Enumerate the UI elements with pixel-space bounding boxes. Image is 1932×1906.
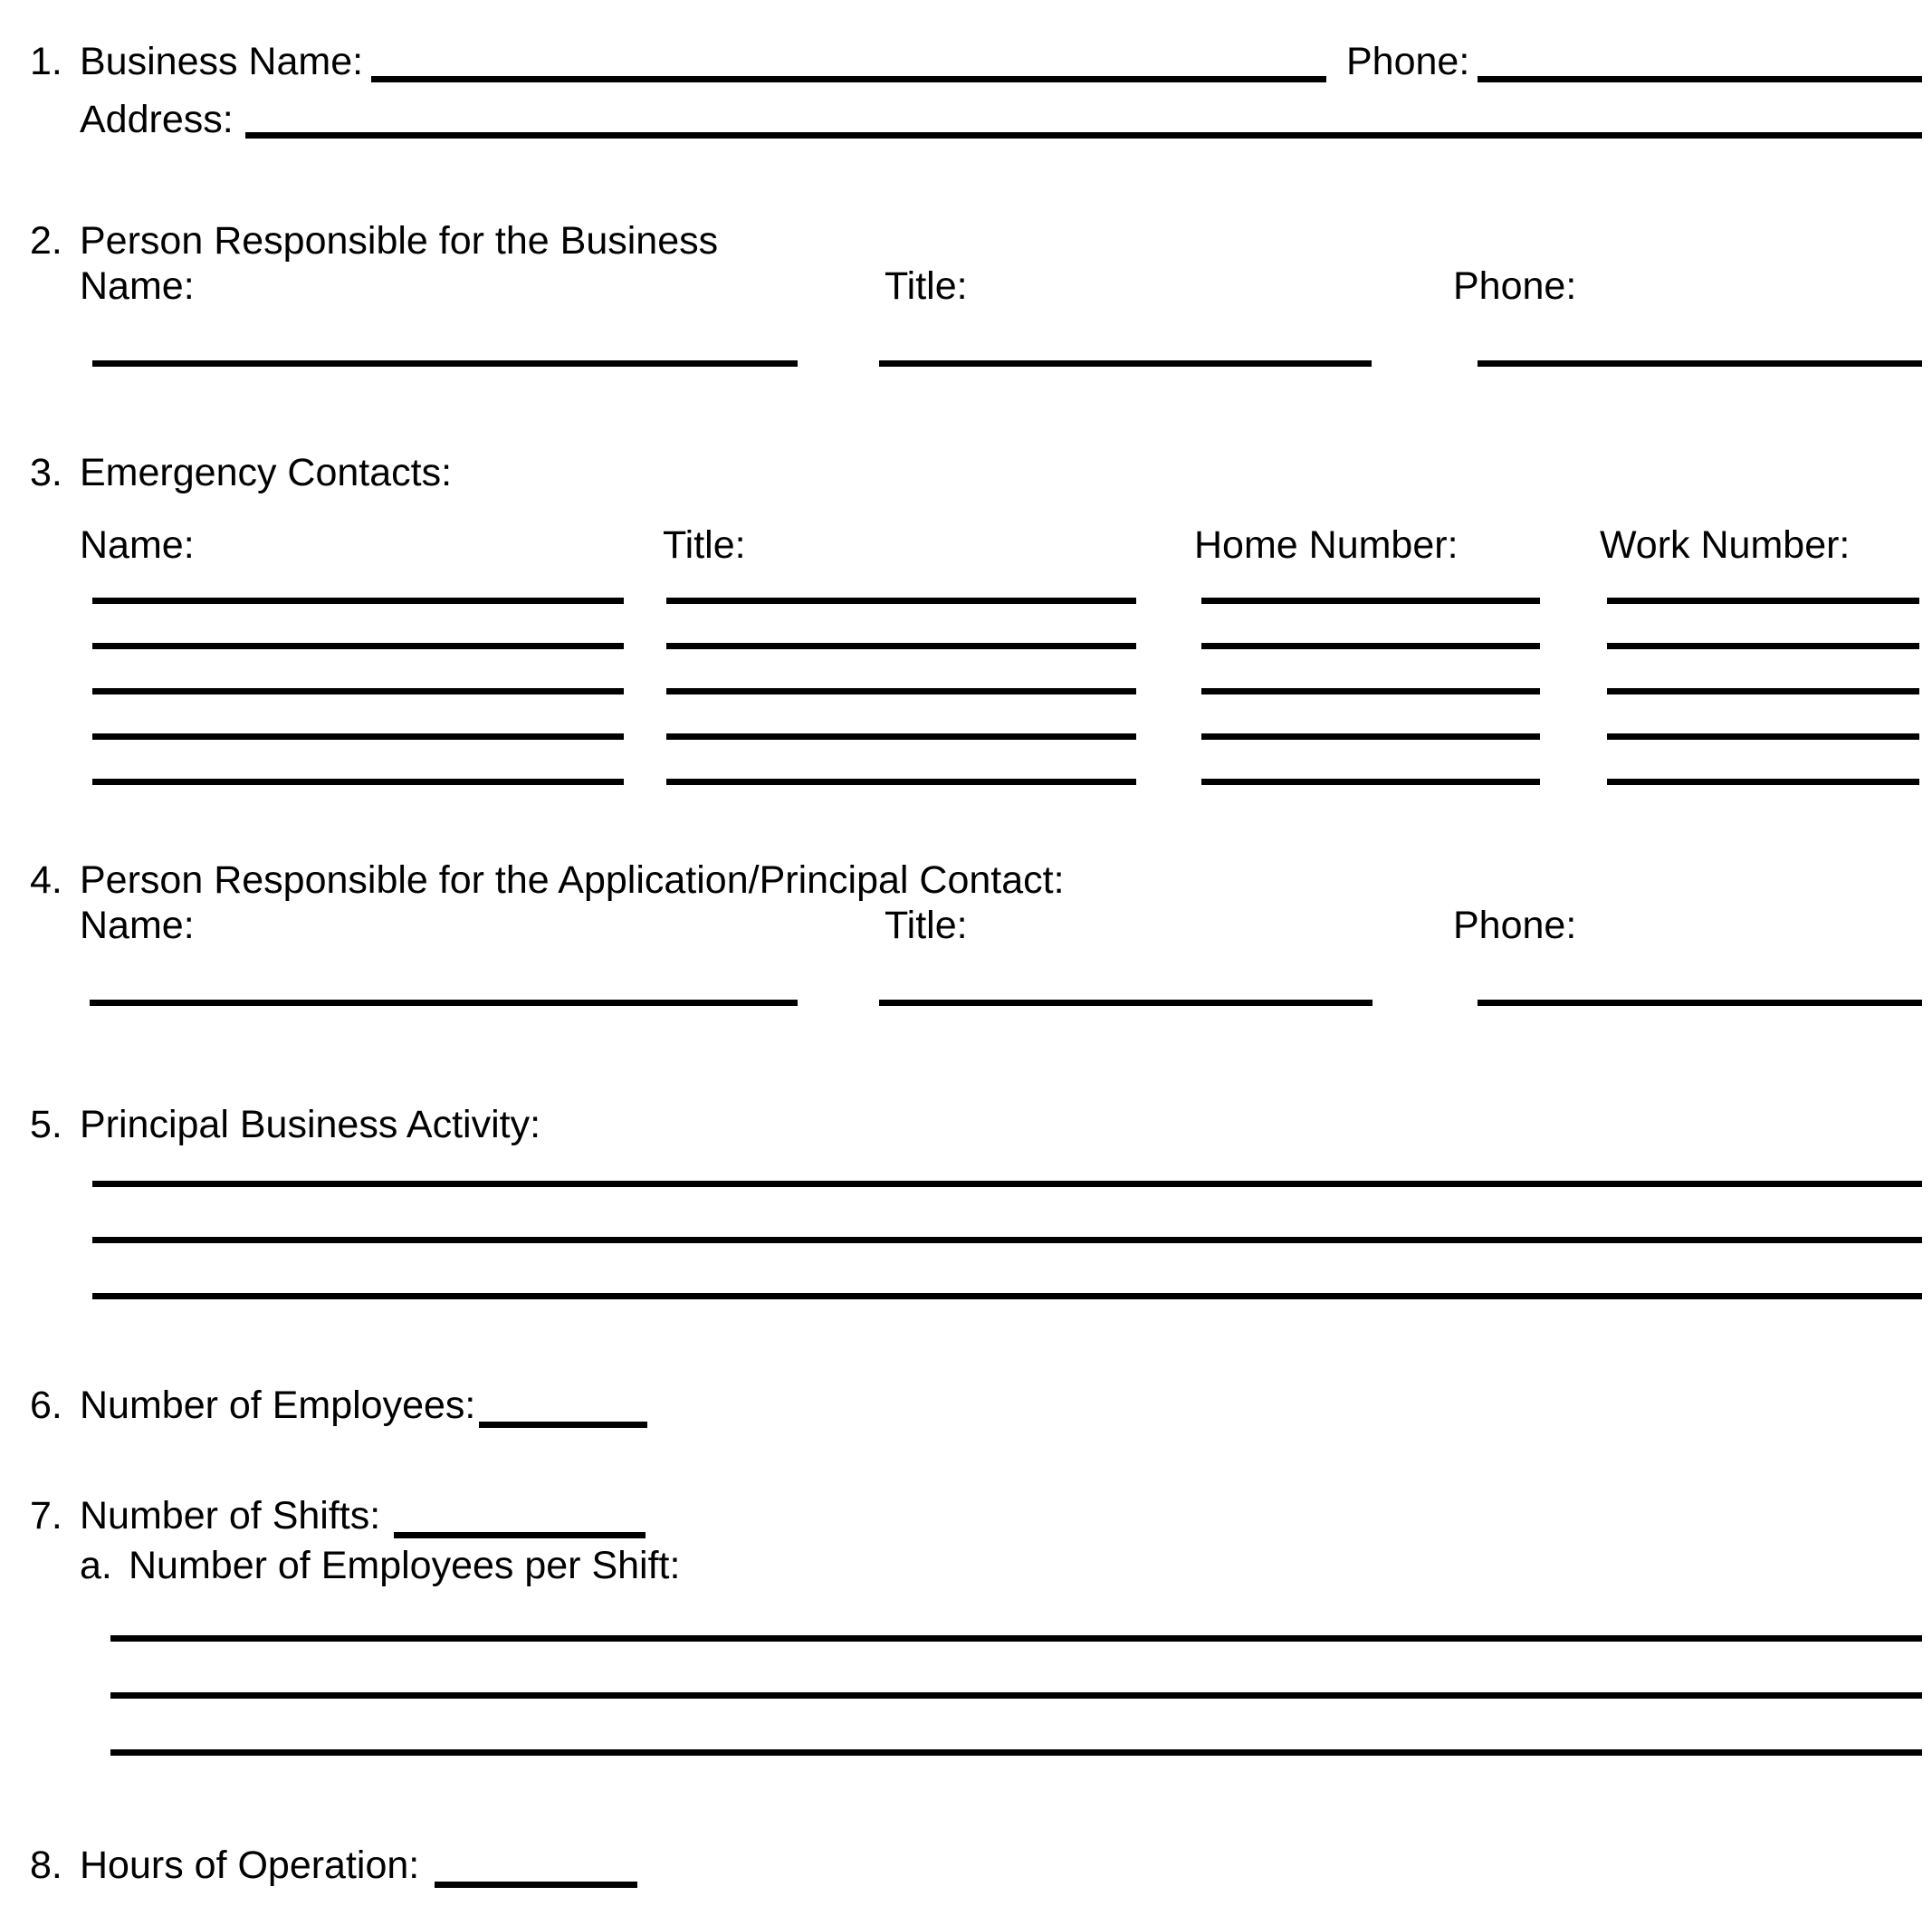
emergency-contact-name-field-row5[interactable] [92,779,624,785]
item3-number: 3. [30,451,62,494]
emergency-contact-home-number-field-row4[interactable] [1201,733,1540,740]
emergency-contact-title-field-row2[interactable] [666,643,1136,649]
item2-number: 2. [30,219,62,263]
emergency-contact-name-field-row3[interactable] [92,688,624,694]
emergency-contact-work-number-field-row4[interactable] [1607,733,1919,740]
employees-per-shift-field-line1[interactable] [110,1635,1922,1642]
principal-contact-phone-field[interactable] [1478,1000,1922,1006]
principal-business-activity-field-line2[interactable] [92,1237,1922,1243]
emergency-work-number-column-header: Work Number: [1600,523,1851,567]
business-phone-label: Phone: [1346,40,1470,83]
emergency-contact-name-field-row4[interactable] [92,733,624,740]
item7-number: 7. [30,1494,62,1537]
business-phone-field[interactable] [1478,76,1922,82]
item4-number: 4. [30,858,62,902]
emergency-contact-title-field-row4[interactable] [666,733,1136,740]
principal-contact-name-field[interactable] [90,1000,798,1006]
emergency-contact-title-field-row3[interactable] [666,688,1136,694]
number-of-employees-field[interactable] [479,1422,647,1428]
hours-of-operation-label: Hours of Operation: [80,1844,420,1887]
responsible-person-phone-field[interactable] [1478,360,1922,367]
employees-per-shift-label: Number of Employees per Shift: [129,1544,681,1587]
emergency-contact-home-number-field-row3[interactable] [1201,688,1540,694]
address-field[interactable] [245,132,1922,139]
item5-heading: Principal Business Activity: [80,1103,541,1146]
emergency-contact-work-number-field-row5[interactable] [1607,779,1919,785]
item6-number: 6. [30,1384,62,1427]
emergency-contact-home-number-field-row2[interactable] [1201,643,1540,649]
item2-name-label: Name: [80,264,195,308]
emergency-home-number-column-header: Home Number: [1194,523,1459,567]
responsible-person-name-field[interactable] [92,360,798,367]
item4-name-label: Name: [80,904,195,947]
emergency-contact-work-number-field-row2[interactable] [1607,643,1919,649]
emergency-contact-home-number-field-row5[interactable] [1201,779,1540,785]
business-name-field[interactable] [371,76,1326,82]
employees-per-shift-field-line2[interactable] [110,1692,1922,1699]
item8-number: 8. [30,1844,62,1887]
emergency-contact-name-field-row2[interactable] [92,643,624,649]
item1-number: 1. [30,40,62,83]
item7a-letter: a. [80,1544,112,1587]
item3-heading: Emergency Contacts: [80,451,453,494]
emergency-title-column-header: Title: [663,523,746,567]
emergency-contact-home-number-field-row1[interactable] [1201,598,1540,604]
emergency-contact-name-field-row1[interactable] [92,598,624,604]
number-of-shifts-field[interactable] [394,1532,646,1538]
number-of-shifts-label: Number of Shifts: [80,1494,381,1537]
item4-phone-label: Phone: [1453,904,1577,947]
item5-number: 5. [30,1103,62,1146]
emergency-contact-work-number-field-row1[interactable] [1607,598,1919,604]
principal-contact-title-field[interactable] [879,1000,1372,1006]
item2-phone-label: Phone: [1453,264,1577,308]
emergency-name-column-header: Name: [80,523,195,567]
employees-per-shift-field-line3[interactable] [110,1749,1922,1756]
item4-heading: Person Responsible for the Application/Principal Contact: [80,858,1065,902]
business-name-label: Business Name: [80,40,364,83]
principal-business-activity-field-line3[interactable] [92,1293,1922,1299]
address-label: Address: [80,98,234,141]
item4-title-label: Title: [885,904,968,947]
responsible-person-title-field[interactable] [879,360,1372,367]
emergency-contact-title-field-row5[interactable] [666,779,1136,785]
item2-heading: Person Responsible for the Business [80,219,719,263]
emergency-contact-title-field-row1[interactable] [666,598,1136,604]
emergency-contact-work-number-field-row3[interactable] [1607,688,1919,694]
item2-title-label: Title: [885,264,968,308]
principal-business-activity-field-line1[interactable] [92,1181,1922,1187]
hours-of-operation-field[interactable] [435,1882,637,1888]
number-of-employees-label: Number of Employees: [80,1384,476,1427]
